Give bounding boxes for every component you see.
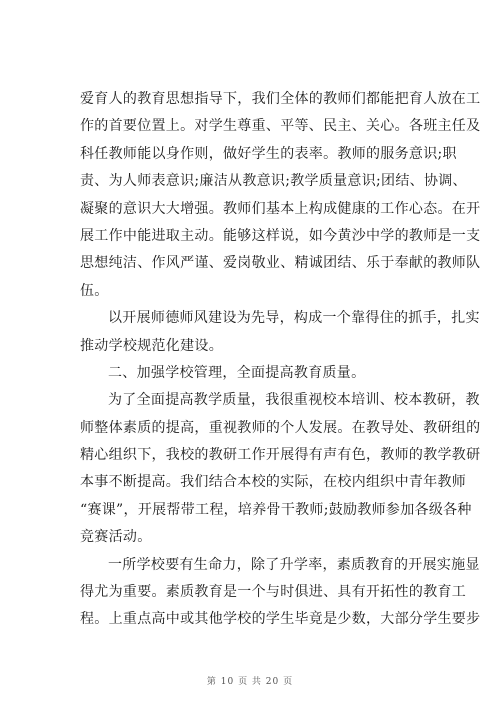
text-line: 为了全面提高教学质量，我很重视校本培训、校本教研，教 (108, 392, 480, 409)
text-line: 竞赛活动。 (80, 529, 152, 546)
text-line: 得尤为重要。素质教育是一个与时俱进、具有开拓性的教育工 (80, 584, 467, 601)
text-line: “赛课”，开展帮带工程，培养骨干教师;鼓励教师参加各级各种 (80, 501, 472, 518)
text-line: 科任教师能以身作则，做好学生的表率。教师的服务意识;职 (80, 145, 457, 162)
text-line: 以开展师德师风建设为先导，构成一个靠得住的抓手，扎实 (108, 310, 480, 327)
text-line: 爱育人的教育思想指导下，我们全体的教师们都能把育人放在工 (80, 91, 481, 107)
text-line: 一所学校要有生命力，除了升学率，素质教育的开展实施显 (108, 556, 480, 573)
section-heading: 二、加强学校管理，全面提高教育质量。 (108, 364, 366, 381)
text-line: 本事不断提高。我们结合本校的实际，在校内组织中青年教师 (80, 474, 467, 491)
text-line: 精心组织下，我校的教研工作开展得有声有色，教师的教学教研 (80, 447, 481, 464)
text-line: 伍。 (80, 282, 109, 299)
page-number-footer: 第 10 页 共 20 页 (206, 677, 294, 687)
text-line: 师整体素质的提高，重视教师的个人发展。在教导处、教研组的 (80, 419, 481, 436)
text-line: 思想纯洁、作风严谨、爱岗敬业、精诚团结、乐于奉献的教师队 (80, 255, 481, 272)
text-line: 展工作中能进取主动。能够这样说，如今黄沙中学的教师是一支 (80, 227, 481, 244)
text-line: 凝聚的意识大大增强。教师们基本上构成健康的工作心态。在开 (80, 200, 481, 217)
text-line: 推动学校规范化建设。 (80, 337, 223, 354)
text-line: 责、为人师表意识;廉洁从教意识;教学质量意识;团结、协调、 (80, 173, 467, 190)
text-line: 作的首要位置上。对学生尊重、平等、民主、关心。各班主任及 (80, 118, 481, 135)
body-text (80, 86, 481, 634)
text-line: 程。上重点高中或其他学校的学生毕竟是少数，大部分学生要步 (80, 611, 481, 628)
